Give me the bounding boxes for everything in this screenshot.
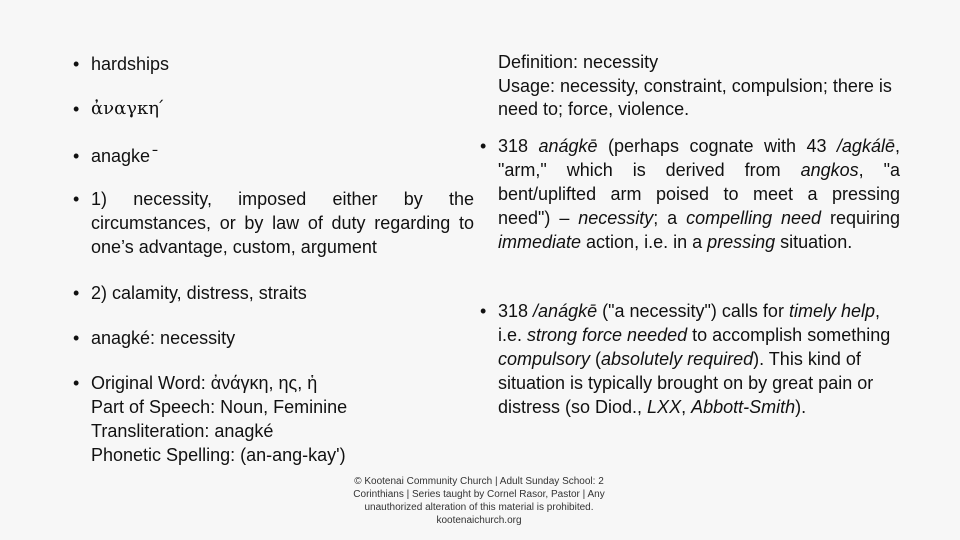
bullet-meaning-1 [73, 187, 474, 259]
p1-seg: anágkē [538, 136, 598, 156]
p1-seg: /agkálē [836, 136, 895, 156]
definition-block [498, 51, 898, 122]
p2-seg: 318 [498, 301, 534, 321]
bullet-text: anagke ̄ [91, 146, 156, 166]
bullet-anagke-necessity [73, 326, 235, 350]
p1-seg: , "a bent/uplifted arm poised to meet a pressing need") – [498, 160, 900, 228]
p2-seg: ). This kind of situation is typically brought on by great pain or distress (so Diod., [498, 349, 874, 417]
bullet-dot: • [480, 301, 487, 321]
p2-seg: ( [590, 349, 602, 369]
p2-seg: /anágkē [533, 301, 598, 321]
bullet-dot: • [73, 99, 80, 119]
definition-text: Definition: necessity [498, 52, 659, 72]
copyright-footer: © Kootenai Community Church | Adult Sunday School: 2 Corinthians | Series taught by Cornel Rasor, Pastor | Any unauthorized alteration of this material is prohibited. kootenaichurch.org [353, 476, 605, 526]
p2-seg: strong force needed [527, 325, 688, 345]
p2-seg: ). [795, 397, 807, 417]
bullet-text: 2) calamity, distress, straits [91, 283, 307, 303]
bullet-text: 1) necessity, imposed either by the circumstances, or by law of duty regarding to one’s advantage, custom, argument [91, 189, 474, 257]
bullet-word-details [73, 371, 347, 467]
bullet-etymology [480, 134, 900, 254]
p1-seg: pressing [707, 232, 776, 252]
bullet-dot: • [73, 146, 80, 166]
bullet-dot: • [73, 189, 80, 209]
bullet-dot: • [73, 283, 80, 303]
bullet-text: hardships [91, 54, 170, 74]
p1-seg: (perhaps cognate with 43 [597, 136, 837, 156]
p2-seg: to accomplish something [687, 325, 891, 345]
p1-seg: action, i.e. in a [581, 232, 708, 252]
p2-seg: , i.e. [498, 301, 881, 345]
bullet-usage-note [480, 299, 900, 419]
detail-part-of-speech: Part of Speech: Noun, Feminine [91, 397, 348, 417]
p1-seg: ; a [653, 208, 687, 228]
bullet-text: anagké: necessity [91, 328, 236, 348]
bullet-greek-word [73, 97, 165, 121]
p1-seg: angkos [800, 160, 859, 180]
p2-seg: ("a necessity") calls for [597, 301, 789, 321]
usage-text: Usage: necessity, constraint, compulsion; there is need to; force, violence. [498, 75, 892, 119]
p2-seg: LXX [647, 397, 682, 417]
p1-seg: , "arm," which is derived from [498, 136, 900, 180]
bullet-transliteration [73, 144, 155, 168]
bullet-text: ἀναγκη ́ [91, 98, 165, 119]
bullet-dot: • [480, 136, 487, 156]
bullet-hardships [73, 52, 169, 76]
p1-seg: situation. [775, 232, 853, 252]
bullet-dot: • [73, 373, 80, 393]
p2-seg: Abbott-Smith [691, 397, 796, 417]
detail-original-word: Original Word: ἀνάγκη, ης, ἡ [91, 373, 318, 393]
bullet-dot: • [73, 54, 80, 74]
p1-seg: immediate [498, 232, 582, 252]
p1-seg: compelling need [686, 208, 822, 228]
p2-seg: , [681, 397, 692, 417]
bullet-meaning-2 [73, 281, 307, 305]
detail-transliteration: Transliteration: anagké [91, 421, 274, 441]
p1-seg: necessity [578, 208, 654, 228]
p1-seg: 318 [498, 136, 539, 156]
detail-phonetic-spelling: Phonetic Spelling: (an-ang-kay') [91, 445, 346, 465]
bullet-dot: • [73, 328, 80, 348]
p2-seg: compulsory [498, 349, 591, 369]
p2-seg: timely help [788, 301, 875, 321]
p1-seg: requiring [821, 208, 900, 228]
p2-seg: absolutely required [601, 349, 754, 369]
